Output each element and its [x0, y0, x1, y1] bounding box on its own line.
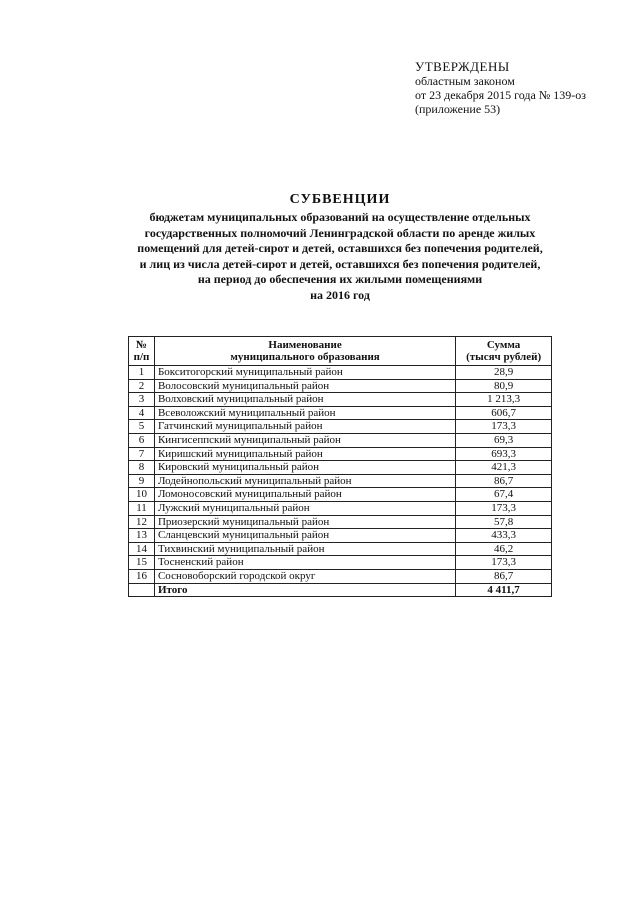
approval-stamp [415, 60, 586, 116]
row-name: Лужский муниципальный район [154, 501, 455, 515]
table-row [129, 447, 552, 461]
row-sum: 693,3 [456, 447, 552, 461]
row-sum: 173,3 [456, 556, 552, 570]
header-name-line2: муниципального образования [230, 351, 380, 363]
table-row [129, 501, 552, 515]
row-sum: 173,3 [456, 420, 552, 434]
table-row [129, 379, 552, 393]
row-number: 9 [129, 474, 155, 488]
table-total-row [129, 583, 552, 597]
approval-law: областным законом [415, 74, 515, 88]
row-number: 12 [129, 515, 155, 529]
approval-title: УТВЕРЖДЕНЫ [415, 59, 510, 74]
row-number: 8 [129, 461, 155, 475]
header-name-line1: Наименование [268, 339, 342, 351]
row-sum: 433,3 [456, 529, 552, 543]
table-row [129, 529, 552, 543]
row-number: 5 [129, 420, 155, 434]
row-name: Сланцевский муниципальный район [154, 529, 455, 543]
table-row [129, 542, 552, 556]
row-sum: 173,3 [456, 501, 552, 515]
row-name: Бокситогорский муниципальный район [154, 366, 455, 380]
table-row [129, 569, 552, 583]
row-name: Всеволожский муниципальный район [154, 406, 455, 420]
row-sum: 69,3 [456, 433, 552, 447]
total-number-cell [129, 583, 155, 597]
table-header-row [129, 337, 552, 366]
row-number: 15 [129, 556, 155, 570]
row-sum: 57,8 [456, 515, 552, 529]
row-number: 13 [129, 529, 155, 543]
row-sum: 86,7 [456, 474, 552, 488]
row-number: 4 [129, 406, 155, 420]
document-title: СУБВЕНЦИИ [289, 192, 391, 207]
header-number-line2: п/п [133, 351, 150, 363]
row-number: 10 [129, 488, 155, 502]
row-number: 14 [129, 542, 155, 556]
row-number: 3 [129, 393, 155, 407]
subtitle-line-3: помещений для детей-сирот и детей, оставшихся без попечения родителей, [137, 241, 543, 255]
row-name: Волховский муниципальный район [154, 393, 455, 407]
row-sum: 421,3 [456, 461, 552, 475]
header-sum-line1: Сумма [486, 339, 521, 351]
row-number: 6 [129, 433, 155, 447]
table-row [129, 366, 552, 380]
table-row [129, 515, 552, 529]
row-sum: 606,7 [456, 406, 552, 420]
approval-date: от 23 декабря 2015 года № 139-оз [415, 88, 587, 102]
document-heading [100, 192, 580, 303]
row-name: Гатчинский муниципальный район [154, 420, 455, 434]
row-sum: 46,2 [456, 542, 552, 556]
row-sum: 80,9 [456, 379, 552, 393]
row-name: Кингисеппский муниципальный район [154, 433, 455, 447]
row-sum: 28,9 [456, 366, 552, 380]
table-row [129, 420, 552, 434]
row-sum: 67,4 [456, 488, 552, 502]
table-row [129, 406, 552, 420]
row-sum: 1 213,3 [456, 393, 552, 407]
table-row [129, 393, 552, 407]
table-row [129, 433, 552, 447]
row-name: Тосненский район [154, 556, 455, 570]
total-label: Итого [154, 583, 455, 597]
header-sum-line2: (тысяч рублей) [466, 351, 542, 363]
row-name: Приозерский муниципальный район [154, 515, 455, 529]
row-sum: 86,7 [456, 569, 552, 583]
row-number: 16 [129, 569, 155, 583]
header-sum [456, 337, 552, 366]
row-number: 11 [129, 501, 155, 515]
subtitle-line-2: государственных полномочий Ленинградской области по аренде жилых [144, 225, 536, 240]
row-name: Кировский муниципальный район [154, 461, 455, 475]
subtitle-line-4: и лиц из числа детей-сирот и детей, оставшихся без попечения родителей, [139, 256, 541, 271]
table-row [129, 474, 552, 488]
subtitle-line-1: бюджетам муниципальных образований на осуществление отдельных [149, 210, 531, 224]
table-row [129, 461, 552, 475]
row-number: 7 [129, 447, 155, 461]
row-name: Лодейнопольский муниципальный район [154, 474, 455, 488]
total-sum: 4 411,7 [456, 583, 552, 597]
header-number [129, 337, 155, 366]
row-name: Киришский муниципальный район [154, 447, 455, 461]
row-number: 1 [129, 366, 155, 380]
subtitle-line-6: на 2016 год [310, 287, 370, 302]
approval-appendix: (приложение 53) [415, 102, 501, 116]
subventions-table [128, 336, 552, 597]
row-name: Сосновоборский городской округ [154, 569, 455, 583]
row-number: 2 [129, 379, 155, 393]
row-name: Волосовский муниципальный район [154, 379, 455, 393]
row-name: Ломоносовский муниципальный район [154, 488, 455, 502]
header-number-line1: № [135, 339, 148, 351]
subtitle-line-5: на период до обеспечения их жилыми помещениями [197, 272, 483, 286]
row-name: Тихвинский муниципальный район [154, 542, 455, 556]
table-row [129, 488, 552, 502]
table-row [129, 556, 552, 570]
header-name [154, 337, 455, 366]
